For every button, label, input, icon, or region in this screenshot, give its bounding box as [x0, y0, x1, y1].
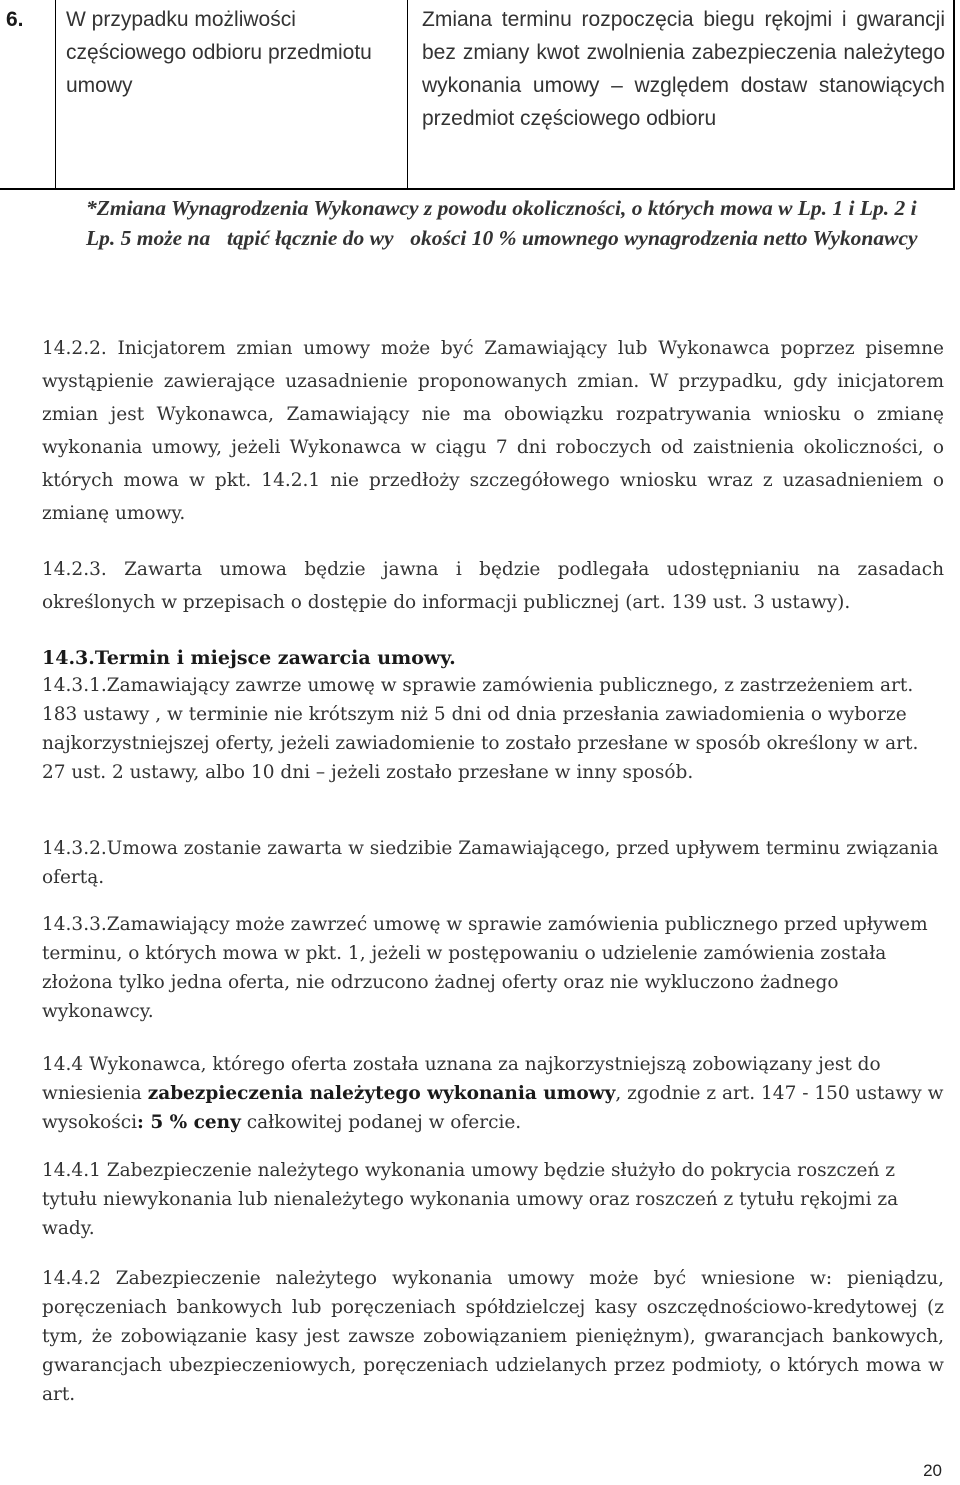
remuneration-change-note: *Zmiana Wynagrodzenia Wykonawcy z powodu okoliczności, o których mowa w Lp. 1 i Lp. 2 i Lp. 5 może na tąpić łącznie do wy okości 10 % umownego wynagrodzenia netto Wykonawcy: [86, 196, 918, 250]
paragraph-14-4-bold-1: zabezpieczenia należytego wykonania umowy: [147, 1083, 616, 1104]
section-heading-14-3: 14.3.Termin i miejsce zawarcia umowy.: [42, 647, 456, 669]
paragraph-14-4-1: 14.4.1 Zabezpieczenie należytego wykonania umowy będzie służyło do pokrycia roszczeń z tytułu niewykonania lub nienależytego wykonania umowy oraz roszczeń z tytułu rękojmi za wady.: [42, 1160, 899, 1239]
page-number: 20: [923, 1461, 942, 1480]
table-row-name: W przypadku możliwości częściowego odbioru przedmiotu umowy: [56, 0, 408, 190]
paragraph-14-2-2: 14.2.2. Inicjatorem zmian umowy może być Zamawiający lub Wykonawca poprzez pisemne wystąpienie zawierające uzasadnienie proponowanych zmian. W przypadku, gdy inicjatorem zmian jest Wykonawca, Zamawiający nie ma obowiązku rozpatrywania wniosku o zmianę wykonania umowy, jeżeli Wykonawca w ciągu 7 dni roboczych od zaistnienia okoliczności, o których mowa w pkt. 14.2.1 nie przedłoży szczegółowego wniosku wraz z uzasadnieniem o zmianę umowy.: [42, 338, 944, 524]
paragraph-14-4-text-1: 14.4 Wykonawca, którego oferta została uznana za najkorzystniejszą zobowiązany jest do wniesienia: [42, 1054, 881, 1104]
paragraph-14-4-text-2: , zgodnie z art. 147 - 150 ustawy w wysokości: [42, 1083, 944, 1133]
paragraph-14-3-1: 14.3.1.Zamawiający zawrze umowę w sprawie zamówienia publicznego, z zastrzeżeniem art. 183 ustawy , w terminie nie krótszym niż 5 dni od dnia przesłania zawiadomienia o wyborze najkorzystniejszej oferty, jeżeli zawiadomienie to zostało przesłane w sposób określony w art. 27 ust. 2 ustawy, albo 10 dni – jeżeli zostało przesłane w inny sposób.: [42, 675, 919, 783]
paragraph-14-4: [42, 1050, 944, 1137]
paragraph-14-3-2: 14.3.2.Umowa zostanie zawarta w siedzibie Zamawiającego, przed upływem terminu związania ofertą.: [42, 838, 939, 888]
table-row-number: 6.: [0, 0, 56, 190]
table-row-description: Zmiana terminu rozpoczęcia biegu rękojmi i gwarancji bez zmiany kwot zwolnienia zabezpieczenia należytego wykonania umowy – względem dostaw stanowiących przedmiot częściowego odbioru: [422, 8, 945, 130]
paragraph-14-2-3: 14.2.3. Zawarta umowa będzie jawna i będzie podlegała udostępnianiu na zasadach określonych w przepisach o dostępie do informacji publicznej (art. 139 ust. 3 ustawy).: [42, 559, 944, 613]
paragraph-14-4-2: 14.4.2 Zabezpieczenie należytego wykonania umowy może być wniesione w: pieniądzu, poręczeniach bankowych lub poręczeniach spółdzielczej kasy oszczędnościowo-kredytowej (z tym, że zobowiązanie kasy jest zawsze zobowiązaniem pieniężnym), gwarancjach bankowych, gwarancjach ubezpieczeniowych, poręczeniach udzielanych przez podmioty, o których mowa w art.: [42, 1268, 944, 1405]
paragraph-14-4-bold-2: : 5 % ceny: [137, 1112, 241, 1133]
requirements-table-row: [0, 0, 955, 190]
paragraph-14-4-text-3: całkowitej podanej w ofercie.: [240, 1112, 522, 1133]
paragraph-14-3-3: 14.3.3.Zamawiający może zawrzeć umowę w sprawie zamówienia publicznego przed upływem terminu, o których mowa w pkt. 1, jeżeli w postępowaniu o udzielenie zamówienia została złożona tylko jedna oferta, nie odrzucono żadnej oferty oraz nie wykluczono żadnego wykonawcy.: [42, 914, 928, 1022]
